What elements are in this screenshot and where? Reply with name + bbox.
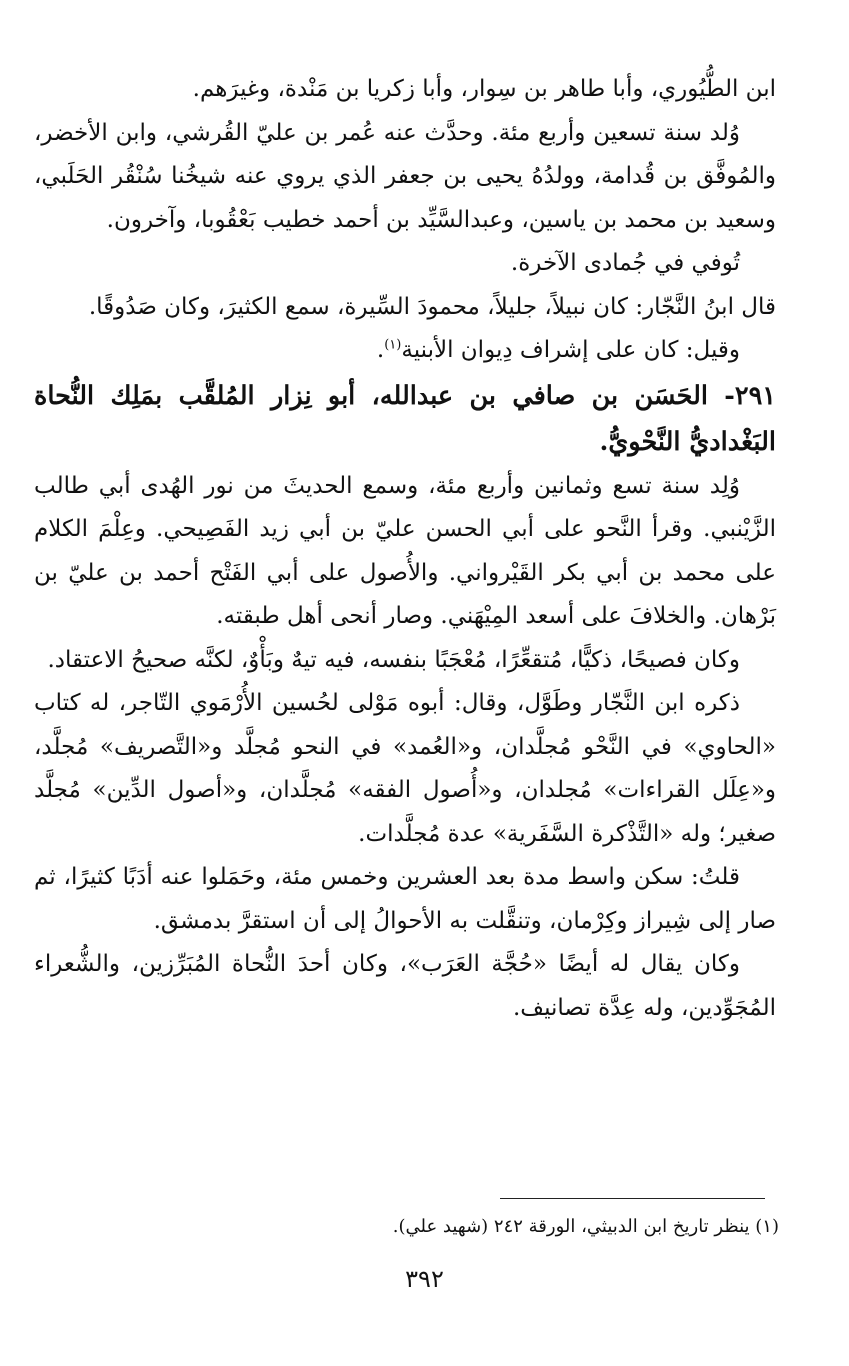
footnote: (١) ينظر تاريخ ابن الدبيثي، الورقة ٢٤٢ (شهيد علي). bbox=[392, 1216, 779, 1237]
paragraph-birth-and-narrators: وُلد سنة تسعين وأربع مئة. وحدَّث عنه عُمر بن عليّ القُرشي، وابن الأخضر، والمُوفَّق بن قُدامة، وولدُهُ يحيى بن جعفر الذي يروي عنه شيخُنا سُنْقُر الحَلَبي، وسعيد بن محمد بن ياسين، وعبدالسَّيِّد بن أحمد خطيب بَعْقُوبا، وآخرون. bbox=[34, 119, 776, 233]
paragraph-title: وكان يقال له أيضًا «حُجَّة العَرَب»، وكان أحدَ النُّحاة المُبَرِّزين، والشُّعراء المُجَوِّدين، وله عِدَّة تصانيف. bbox=[34, 951, 776, 1021]
main-text bbox=[34, 68, 776, 1030]
paragraph-ibn-najjar-quote: قال ابنُ النَّجّار: كان نبيلاً، جليلاً، محمودَ السِّيرة، سمع الكثيرَ، وكان صَدُوقًا. bbox=[88, 293, 776, 320]
paragraph-birth-studies: وُلِد سنة تسع وثمانين وأربع مئة، وسمع الحديثَ من نور الهُدى أبي طالب الزَّيْنبي. وقرأ النَّحو على أبي الحسن عليّ بن أبي زيد الفَصِيحي. وعِلْمَ الكلام على محمد بن أبي بكر القَيْرواني. والأُصول على أبي الفَتْح أحمد بن عليّ بن بَرْهان. والخلافَ على أسعد المِيْهَني. وصار أنحى أهل طبقته. bbox=[34, 472, 776, 629]
paragraph-residence: قلتُ: سكن واسط مدة بعد العشرين وخمس مئة، وحَمَلوا عنه أدَبًا كثيرًا، ثم صار إلى شِيراز وكِرْمان، وتنقَّلت به الأحوالُ إلى أن استقرَّ بدمشق. bbox=[34, 864, 776, 934]
page-number: ٣٩٢ bbox=[405, 1265, 444, 1293]
entry-heading: ٢٩١- الحَسَن بن صافي بن عبدالله، أبو نِزار المُلقَّب بمَلِك النُّحاة البَغْداديُّ النَّحْويُّ. bbox=[34, 380, 776, 457]
paragraph-office bbox=[34, 329, 776, 373]
paragraph-character: وكان فصيحًا، ذكيًّا، مُتقعِّرًا، مُعْجَبًا بنفسه، فيه تيهٌ وبَأْوٌ، لكنَّه صحيحُ الاعتقاد. bbox=[47, 646, 740, 673]
paragraph-office-end: . bbox=[376, 337, 385, 363]
footnote-reference: (١) bbox=[384, 337, 402, 353]
paragraph-office-text: وقيل: كان على إشراف دِيوان الأبنية bbox=[401, 337, 740, 363]
footnote-divider bbox=[500, 1198, 765, 1199]
paragraph-works: ذكره ابن النَّجّار وطَوَّل، وقال: أبوه مَوْلى لحُسين الأُرْمَوي التّاجر، له كتاب «الحاوي» في النَّحْو مُجلَّدان، و«العُمد» في النحو مُجلَّد و«التَّصريف» مُجلَّد، و«عِلَل القراءات» مُجلدان، و«أُصول الفقه» مُجلَّدان، و«أصول الدِّين» مُجلَّد صغير؛ وله «التَّذْكرة السَّفَرية» عدة مُجلَّدات. bbox=[34, 690, 776, 847]
paragraph-previous-entry-end: ابن الطُّيُوري، وأبا طاهر بن سِوار، وأبا زكريا بن مَنْدة، وغيرَهم. bbox=[192, 76, 776, 102]
paragraph-death: تُوفي في جُمادى الآخرة. bbox=[510, 250, 740, 276]
